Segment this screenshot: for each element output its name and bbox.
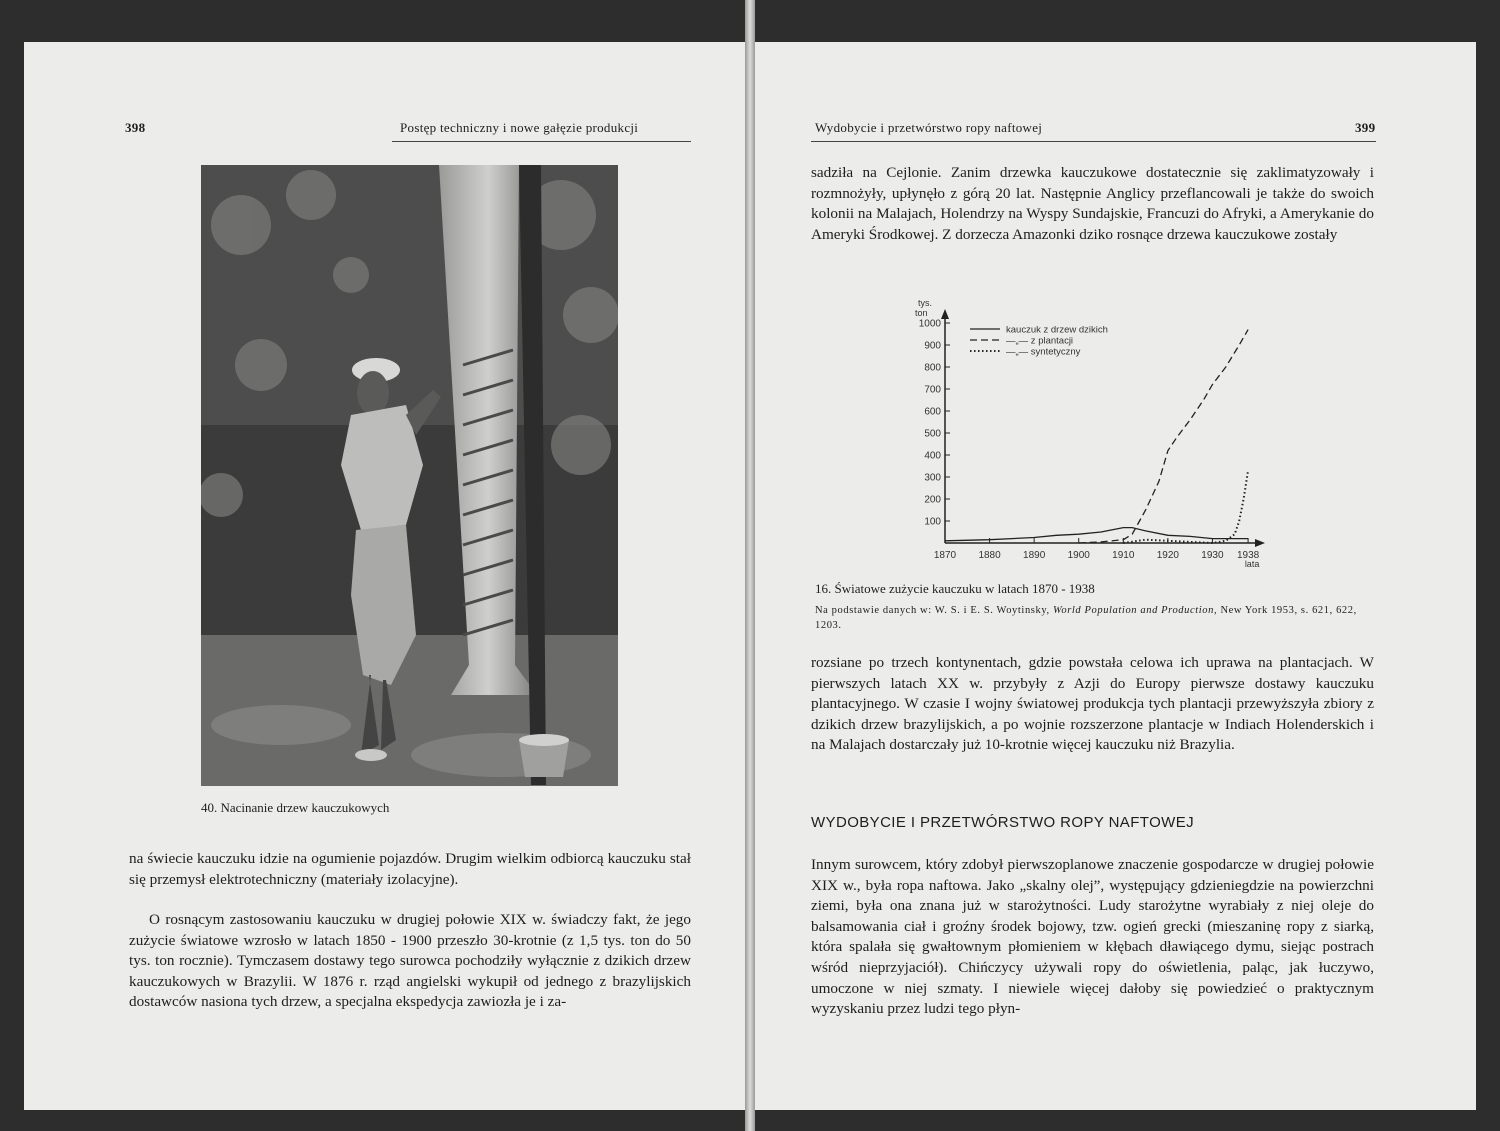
- left-paragraph-2: O rosnącym zastosowaniu kauczuku w drugiej połowie XIX w. świadczy fakt, że jego zużycie światowe wzrosło w latach 1850 - 1900 przeszło 30-krotnie (z 1,5 tys. ton do 50 tys. ton rocznie). Tymczasem dostawy tego surowca pochodziły wyłącznie z dzikich drzew kauczukowych w Brazylii. W 1876 r. rząd angielski wykupił od jednego z brazylijskich dostawców nasiona tych drzew, a specjalna ekspedycja zawiozła je i za-: [129, 911, 691, 1011]
- y-tick-label: 300: [924, 472, 941, 484]
- header-rule-right: [811, 141, 1376, 142]
- legend-label-2: —„— z plantacji: [1006, 335, 1074, 347]
- x-axis-arrow: [1255, 539, 1265, 547]
- chart-source-note: [815, 603, 1376, 633]
- book-gutter: [745, 0, 755, 1131]
- y-tick-label: 800: [924, 362, 941, 374]
- x-tick-label: 1920: [1156, 550, 1179, 561]
- y-axis-label-line-2: ton: [915, 308, 928, 318]
- rubber-consumption-chart: [900, 296, 1280, 574]
- y-tick-label: 600: [924, 406, 941, 418]
- y-tick-label: 1000: [918, 318, 941, 330]
- y-tick-label: 100: [924, 516, 941, 528]
- source-prefix: Na podstawie danych w: W. S. i E. S. Woytinsky,: [815, 605, 1050, 616]
- header-rule-left: [392, 141, 691, 142]
- figure-caption-40: 40. Nacinanie drzew kauczukowych: [201, 800, 390, 815]
- right-paragraph-top: sadziła na Cejlonie. Zanim drzewka kauczukowe dostatecznie się zaklimatyzowały i rozmnożyły, upłynęło z górą 20 lat. Następnie Anglicy przeflancowali je także do swoich kolonii na Malajach, Holendrzy na Wyspy Sundajskie, Francuzi do Afryki, a Amerykanie do Ameryki Środkowej. Z dorzecza Amazonki dziko rosnące drzewa kauczukowe zostały: [811, 164, 1374, 243]
- chart-caption-16: 16. Światowe zużycie kauczuku w latach 1870 - 1938: [815, 581, 1095, 596]
- series-line-2: [1079, 330, 1248, 543]
- y-tick-label: 500: [924, 428, 941, 440]
- y-tick-label: 900: [924, 340, 941, 352]
- section-heading: WYDOBYCIE I PRZETWÓRSTWO ROPY NAFTOWEJ: [811, 814, 1194, 831]
- source-title: World Population and Production,: [1052, 605, 1218, 616]
- legend-label-1: kauczuk z drzew dzikich: [1006, 324, 1108, 336]
- y-axis-label-line-1: tys.: [918, 298, 933, 308]
- running-head-right: Wydobycie i przetwórstwo ropy naftowej: [815, 120, 1043, 135]
- source-suffix: New York 1953, s. 621, 622, 1203.: [815, 605, 1357, 631]
- y-tick-label: 200: [924, 494, 941, 506]
- x-tick-label: 1890: [1023, 550, 1046, 561]
- left-paragraph-1: na świecie kauczuku idzie na ogumienie pojazdów. Drugim wielkim odbiorcą kauczuku stał się przemysł elektrotechniczny (materiały izolacyjne).: [129, 850, 691, 888]
- x-axis-label: lata: [1244, 559, 1260, 569]
- x-tick-label: 1938: [1236, 550, 1260, 561]
- page-number-left: 398: [125, 120, 146, 135]
- x-tick-label: 1910: [1112, 550, 1135, 561]
- x-tick-label: 1880: [978, 550, 1001, 561]
- y-axis-arrow: [941, 309, 949, 319]
- series-line-1: [945, 528, 1248, 541]
- x-tick-label: 1870: [933, 550, 957, 561]
- y-tick-label: 700: [924, 384, 941, 396]
- y-tick-label: 400: [924, 450, 941, 462]
- series-line-3: [1123, 470, 1248, 543]
- rubber-tapper-illustration: [201, 165, 618, 786]
- x-tick-label: 1930: [1201, 550, 1224, 561]
- page-number-right: 399: [1355, 120, 1376, 135]
- running-head-left: Postęp techniczny i nowe gałęzie produkcji: [400, 120, 639, 135]
- rubber-tapping-photo: [201, 165, 618, 786]
- right-paragraph-bottom: Innym surowcem, który zdobył pierwszoplanowe znaczenie gospodarcze w drugiej połowie XIX w., była ropa naftowa. Jako „skalny olej”, występujący gdzieniegdzie na powierzchni ziemi, była ona znana już w starożytności. Ludy starożytne wyrabiały z niej oleje do balsamowania ciał i groźny środek bojowy, tzw. ogień grecki (mieszaninę ropy z siarką, która spalała się gwałtownym płomieniem w kłębach dławiącego dymu, siejąc postrach wśród nieprzyjaciół). Chińczycy używali ropy do oświetlenia, paląc, jak łuczywo, umoczone w niej szmaty. I niewiele więcej dałoby się powiedzieć o praktycznym wyzyskaniu przez ludzi tego płyn-: [811, 856, 1374, 1018]
- x-tick-label: 1900: [1067, 550, 1090, 561]
- right-paragraph-middle: rozsiane po trzech kontynentach, gdzie powstała celowa ich uprawa na plantacjach. W pierwszych latach XX w. przybyły z Azji do Europy pierwsze dostawy kauczuku plantacyjnego. W czasie I wojny światowej produkcja tych plantacji przewyższyła zbiory z dzikich drzew brazylijskich, a po wojnie rozszerzone plantacje w Indiach Holenderskich i na Malajach dostarczały już 10-krotnie więcej kauczuku niż Brazylia.: [811, 654, 1374, 754]
- legend-label-3: —„— syntetyczny: [1006, 346, 1081, 358]
